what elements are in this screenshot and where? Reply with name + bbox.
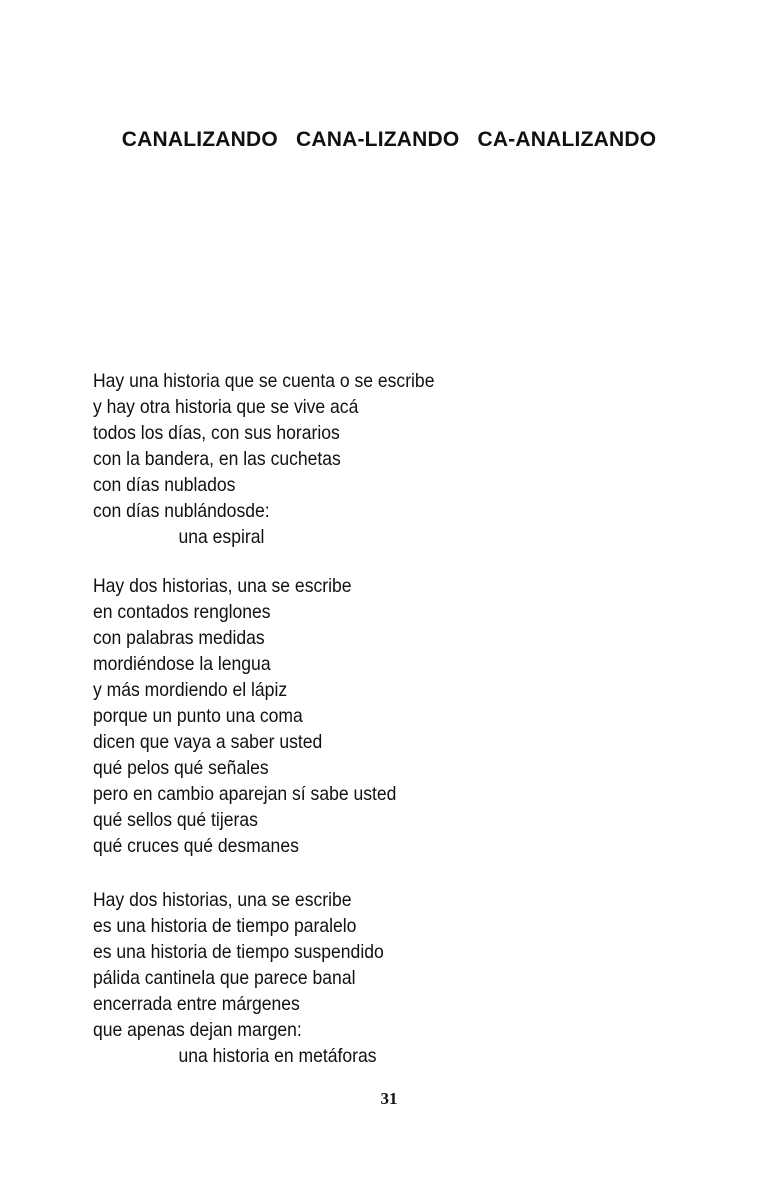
poem-line: todos los días, con sus horarios bbox=[93, 422, 340, 444]
poem-line: Hay dos historias, una se escribe bbox=[93, 889, 352, 911]
stanza-3 bbox=[93, 887, 384, 1069]
poem-line: pálida cantinela que parece banal bbox=[93, 967, 356, 989]
poem-line: encerrada entre márgenes bbox=[93, 993, 300, 1015]
poem-title: CANALIZANDO CANA-LIZANDO CA-ANALIZANDO bbox=[121, 128, 657, 151]
poem-line: mordiéndose la lengua bbox=[93, 653, 271, 675]
poem-line: Hay una historia que se cuenta o se escribe bbox=[93, 370, 435, 392]
poem-line: y hay otra historia que se vive acá bbox=[93, 396, 359, 418]
poem-line: dicen que vaya a saber usted bbox=[93, 731, 323, 753]
poem-line: con la bandera, en las cuchetas bbox=[93, 448, 341, 470]
poem-line: con días nublados bbox=[93, 474, 236, 496]
poem-line: qué sellos qué tijeras bbox=[93, 809, 258, 831]
poem-line: qué pelos qué señales bbox=[93, 757, 269, 779]
poem-line: en contados renglones bbox=[93, 601, 271, 623]
poem-line: con palabras medidas bbox=[93, 627, 265, 649]
poem-line: porque un punto una coma bbox=[93, 705, 303, 727]
page-number: 31 bbox=[380, 1089, 398, 1108]
poem-line: es una historia de tiempo suspendido bbox=[93, 941, 384, 963]
poem-line: una espiral bbox=[178, 526, 265, 548]
poem-line: es una historia de tiempo paralelo bbox=[93, 915, 357, 937]
poem-line: y más mordiendo el lápiz bbox=[93, 679, 288, 701]
stanza-2 bbox=[93, 573, 396, 859]
poem-line: pero en cambio aparejan sí sabe usted bbox=[93, 783, 397, 805]
poem-line: qué cruces qué desmanes bbox=[93, 835, 299, 857]
poem-line: una historia en metáforas bbox=[178, 1045, 377, 1067]
poem-line: con días nublándosde: bbox=[93, 500, 270, 522]
stanza-1 bbox=[93, 368, 434, 550]
poem-line: Hay dos historias, una se escribe bbox=[93, 575, 352, 597]
poem-line: que apenas dejan margen: bbox=[93, 1019, 302, 1041]
